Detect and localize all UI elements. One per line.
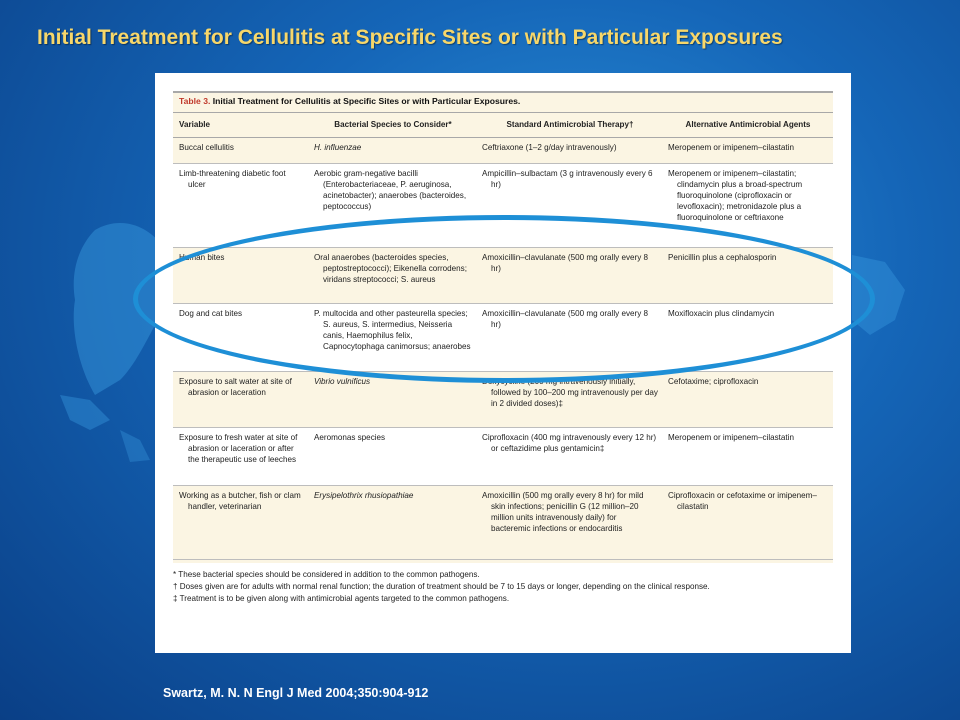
citation: Swartz, M. N. N Engl J Med 2004;350:904-912	[163, 686, 429, 700]
footnote: ‡ Treatment is to be given along with antimicrobial agents targeted to the common pathogens.	[173, 594, 510, 603]
cell-variable: Exposure to salt water at site of abrasion or laceration	[173, 371, 309, 427]
cell-species: Oral anaerobes (bacteroides species, peptostreptococci); Eikenella corrodens; viridans streptococci; S. aureus	[309, 247, 477, 303]
cell-alternative: Meropenem or imipenem–cilastatin	[663, 427, 833, 485]
table-panel	[155, 73, 851, 653]
cell-species: P. multocida and other pasteurella species; S. aureus, S. intermedius, Neisseria canis, Haemophilus felix, Capnocytophaga canimorsus; anaerobes	[309, 303, 477, 371]
cell-table	[173, 113, 833, 560]
cell-alternative: Meropenem or imipenem–cilastatin; clindamycin plus a broad-spectrum fluoroquinolone (ciprofloxacin or levofloxacin); metronidazole plus a fluoroquinolone or ceftriaxone	[663, 163, 833, 247]
header-alternative: Alternative Antimicrobial Agents	[663, 113, 833, 137]
cell-alternative: Moxifloxacin plus clindamycin	[663, 303, 833, 371]
table-row	[173, 371, 833, 427]
footnote: † Doses given are for adults with normal renal function; the duration of treatment should be 7 to 15 days or longer, depending on the clinical response.	[173, 582, 710, 591]
header-variable: Variable	[173, 113, 309, 137]
cell-standard: Amoxicillin–clavulanate (500 mg orally every 8 hr)	[477, 303, 663, 371]
cell-variable: Buccal cellulitis	[173, 137, 309, 163]
cell-standard: Ampicillin–sulbactam (3 g intravenously every 6 hr)	[477, 163, 663, 247]
table-row	[173, 163, 833, 247]
table-row	[173, 427, 833, 485]
cell-alternative: Penicillin plus a cephalosporin	[663, 247, 833, 303]
table-row	[173, 303, 833, 371]
table-caption-text: Initial Treatment for Cellulitis at Specific Sites or with Particular Exposures.	[212, 96, 521, 106]
cell-variable: Working as a butcher, fish or clam handler, veterinarian	[173, 485, 309, 559]
cell-variable: Dog and cat bites	[173, 303, 309, 371]
cell-alternative: Cefotaxime; ciprofloxacin	[663, 371, 833, 427]
cell-standard: Amoxicillin (500 mg orally every 8 hr) for mild skin infections; penicillin G (12 million–20 million units intravenously daily) for bacteremic infections or endocarditis	[477, 485, 663, 559]
table-row	[173, 247, 833, 303]
cell-species: Erysipelothrix rhusiopathiae	[309, 485, 477, 559]
cell-variable: Exposure to fresh water at site of abrasion or laceration or after the therapeutic use of leeches	[173, 427, 309, 485]
cell-alternative: Meropenem or imipenem–cilastatin	[663, 137, 833, 163]
cell-standard: Ciprofloxacin (400 mg intravenously every 12 hr) or ceftazidime plus gentamicin‡	[477, 427, 663, 485]
table-caption	[173, 93, 833, 113]
cell-species: Aerobic gram-negative bacilli (Enterobacteriaceae, P. aeruginosa, acinetobacter); anaerobes (bacteroides, peptococcus)	[309, 163, 477, 247]
header-species: Bacterial Species to Consider*	[309, 113, 477, 137]
cell-alternative: Ciprofloxacin or cefotaxime or imipenem–cilastatin	[663, 485, 833, 559]
cell-variable: Limb-threatening diabetic foot ulcer	[173, 163, 309, 247]
footnote: * These bacterial species should be considered in addition to the common pathogens.	[173, 570, 480, 579]
cell-standard: Doxycycline (200 mg intravenously initially, followed by 100–200 mg intravenously per day in 2 divided doses)‡	[477, 371, 663, 427]
table-row	[173, 485, 833, 559]
cell-variable: Human bites	[173, 247, 309, 303]
cell-species: H. influenzae	[309, 137, 477, 163]
slide-title: Initial Treatment for Cellulitis at Specific Sites or with Particular Exposures	[37, 26, 783, 49]
header-standard: Standard Antimicrobial Therapy†	[477, 113, 663, 137]
cell-standard: Amoxicillin–clavulanate (500 mg orally every 8 hr)	[477, 247, 663, 303]
cell-species: Vibrio vulnificus	[309, 371, 477, 427]
cell-species: Aeromonas species	[309, 427, 477, 485]
treatment-table	[173, 91, 833, 563]
table-footnotes	[173, 569, 833, 605]
table-number: Table 3.	[179, 96, 211, 106]
header-row	[173, 113, 833, 137]
table-row	[173, 137, 833, 163]
cell-standard: Ceftriaxone (1–2 g/day intravenously)	[477, 137, 663, 163]
